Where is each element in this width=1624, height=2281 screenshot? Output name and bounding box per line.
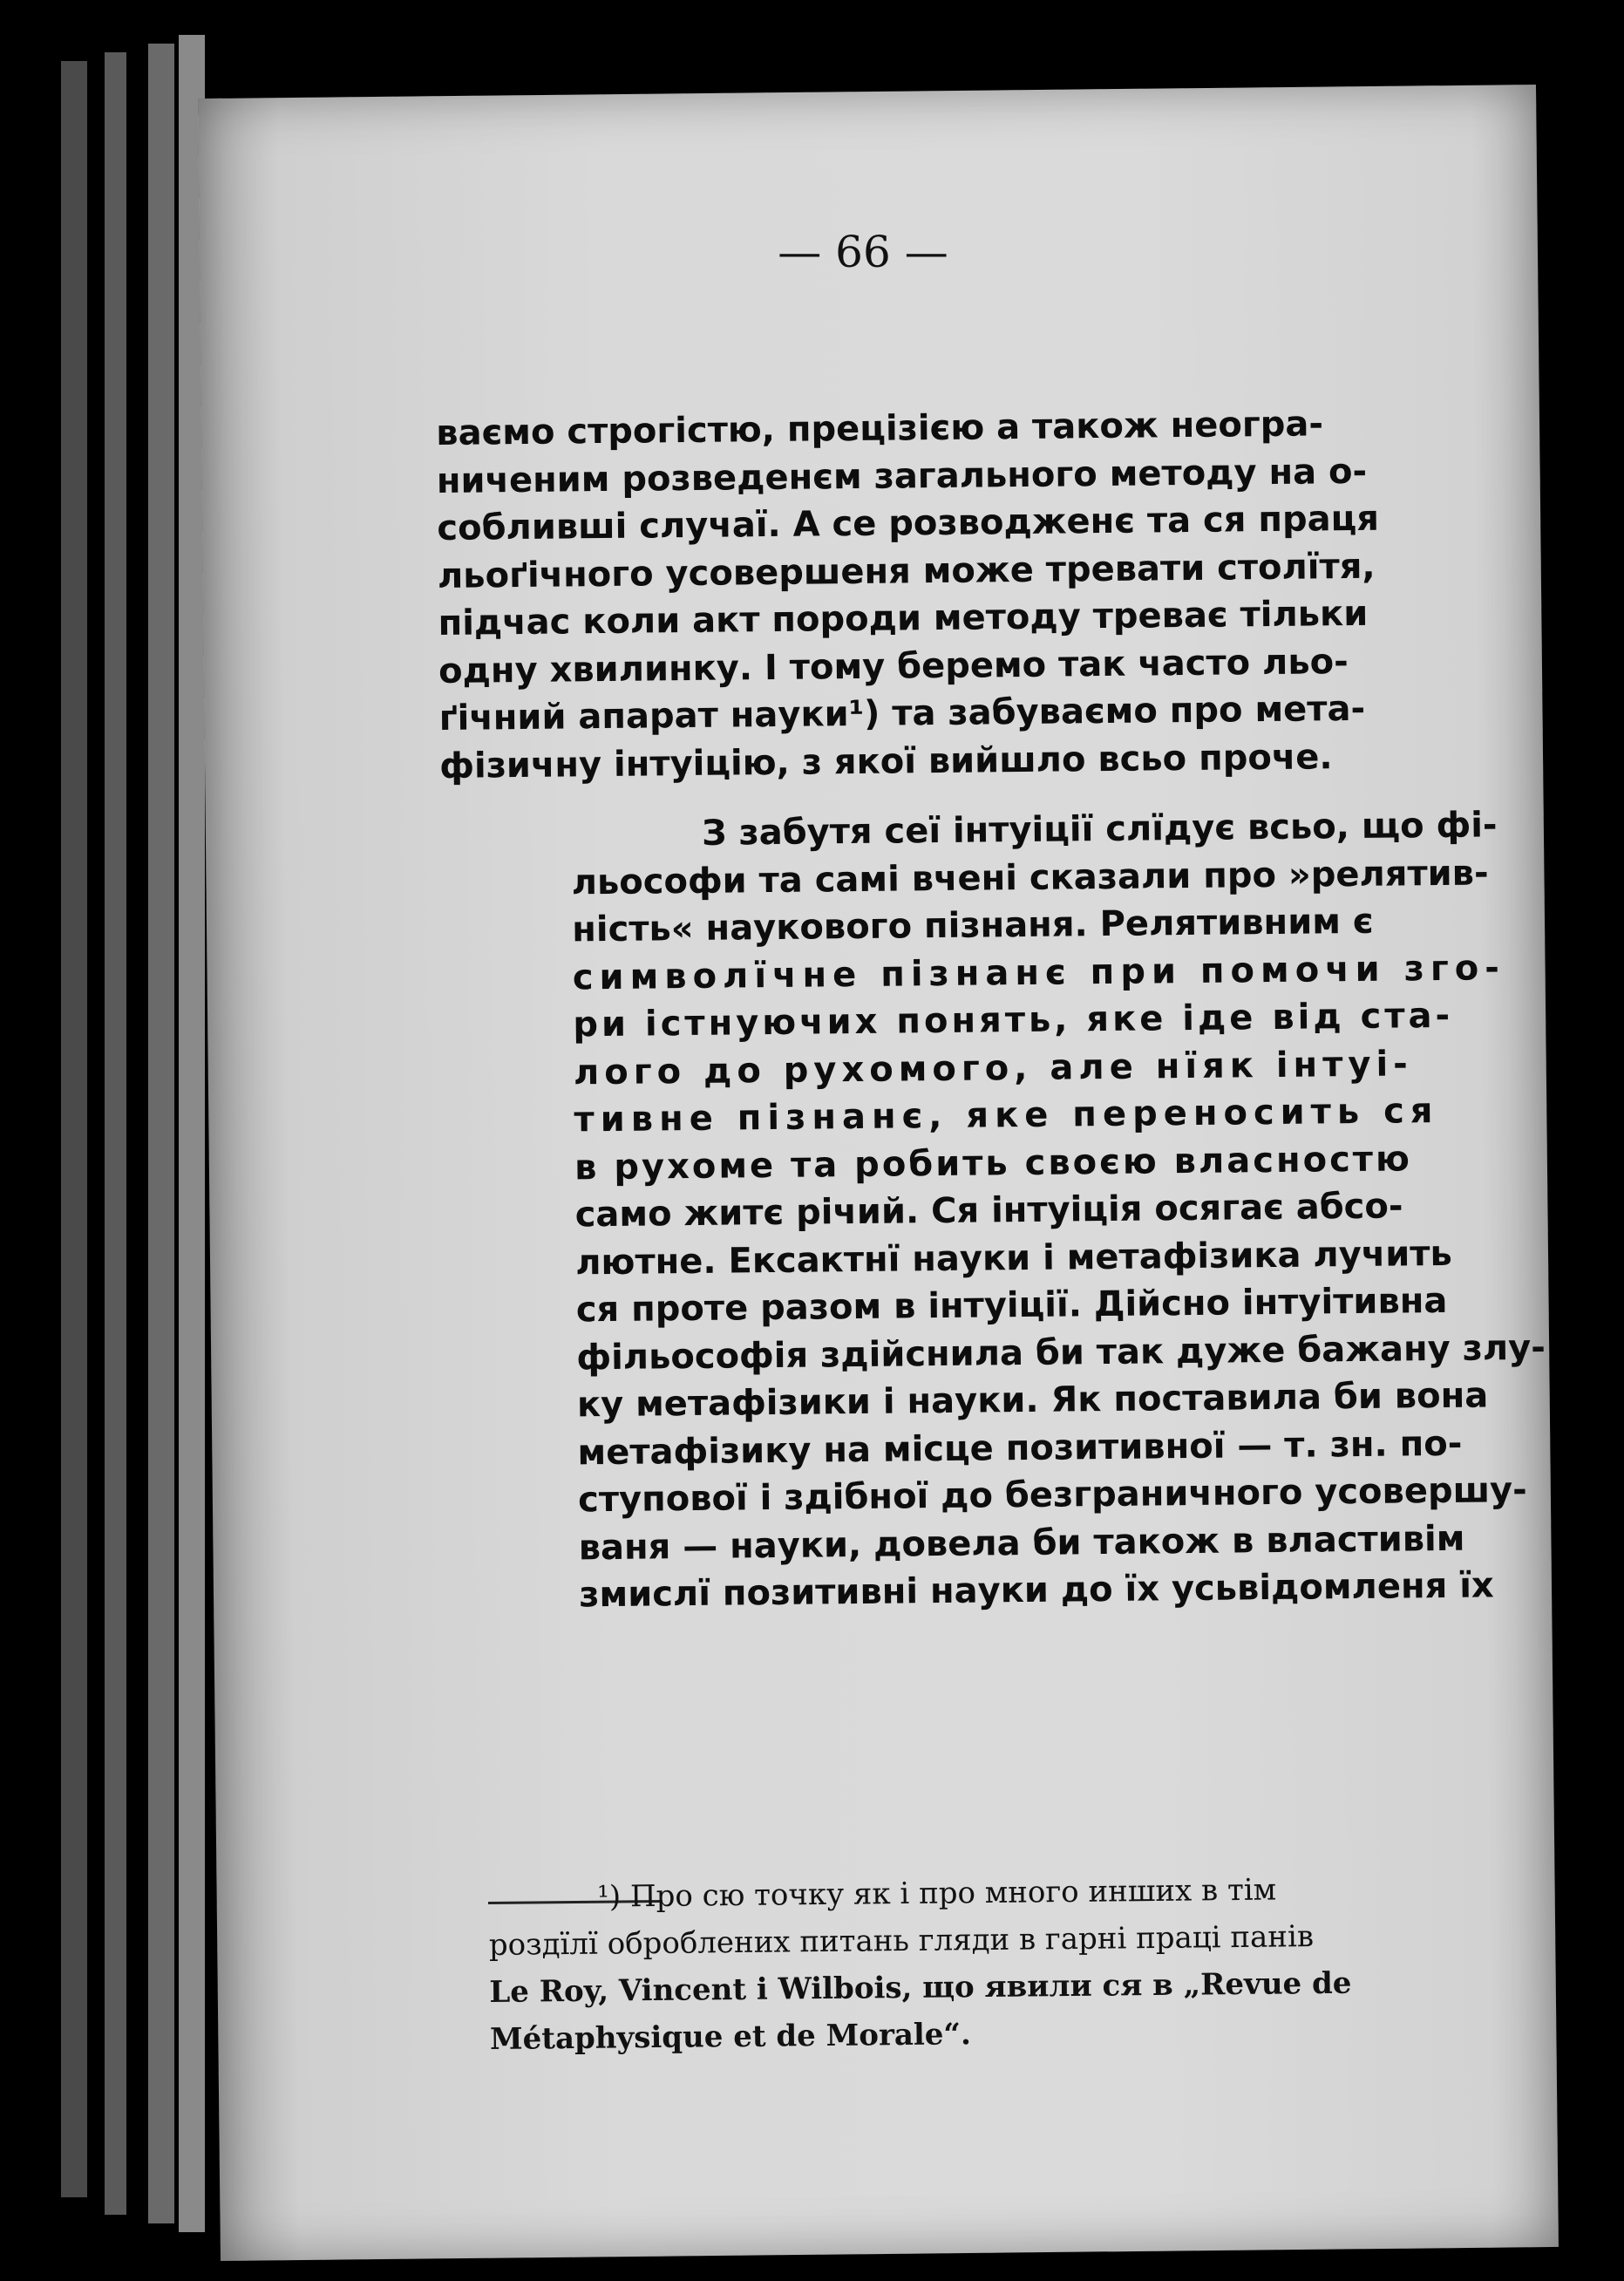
footnote-line: Le Roy, Vincent і Wilbois, що явили ся в „Revue de: [489, 1965, 1352, 2010]
book-page-stack-edge: [105, 52, 126, 2215]
text-line: ступової і здібної до безграничного усовершу-: [577, 1469, 1527, 1521]
text-line: лютне. Ексактнї науки і метафізика лучить: [575, 1233, 1452, 1283]
text-line: символїчне пізнанє при помочи зго-: [572, 947, 1506, 998]
text-line: одну хвилинку. І тому беремо так часто льо-: [438, 641, 1349, 691]
book-page-stack-edge: [148, 44, 174, 2223]
page-number: — 66 —: [778, 227, 948, 277]
book-page-stack-edge: [61, 61, 87, 2197]
footnote-line: ¹) Про сю точку як і про много инших в тім: [597, 1872, 1277, 1915]
text-line: ри істнуючих понять, яке іде від ста-: [573, 995, 1454, 1045]
text-line: підчас коли акт породи методу треває тільки: [438, 593, 1369, 643]
text-line: льософи та самі вчені сказали про »релятив-: [571, 852, 1489, 902]
paragraph-2: [440, 801, 1546, 1620]
text-line: ваємо строгістю, прецізією а також неогра-: [436, 404, 1324, 453]
text-line: ниченим розведенєм загального методу на о-: [436, 451, 1368, 501]
text-line: лого до рухомого, але нїяк інтуі-: [573, 1043, 1413, 1093]
text-line: ність« наукового пізнаня. Релятивним є: [572, 901, 1374, 950]
footnote: [488, 1864, 1519, 2063]
body-text: [436, 398, 1546, 1620]
text-line: ґічний апарат науки¹) та забуваємо про мета-: [438, 688, 1366, 739]
text-line: фільософія здійснила би так дуже бажану злу-: [576, 1327, 1546, 1378]
footnote-line: роздїлї оброблених питань гляди в гарні праці панів: [488, 1919, 1315, 1963]
paragraph-1: [436, 398, 1485, 790]
text-line: ку метафізики і науки. Як поставила би вона: [576, 1375, 1489, 1426]
text-line: фізичну інтуіцію, з якої вийшло всьо проче.: [439, 736, 1333, 786]
text-line: тивне пізнанє, яке переносить ся: [574, 1090, 1439, 1140]
text-line: ваня — науки, довела би також в властивім: [578, 1518, 1465, 1568]
text-line: собливші случаї. А се розводженє та ся праця: [437, 498, 1380, 548]
text-line: само житє річий. Ся інтуіція осягає абсо-: [574, 1186, 1403, 1236]
text-line: ся проте разом в інтуіції. Дійсно інтуітивна: [575, 1280, 1448, 1331]
text-line: З забутя сеї інтуіції слїдує всьо, що фі-: [701, 805, 1498, 854]
footnote-line: Métaphysique et de Morale“.: [489, 2017, 972, 2057]
text-line: метафізику на місце позитивної — т. зн. по-: [577, 1423, 1463, 1473]
text-line: в рухоме та робить своєю власностю: [574, 1138, 1413, 1188]
text-line: змислї позитивні науки до їх усьвідомленя їх: [579, 1565, 1494, 1616]
text-line: льоґічного усовершеня може тревати столїтя,: [437, 546, 1376, 596]
